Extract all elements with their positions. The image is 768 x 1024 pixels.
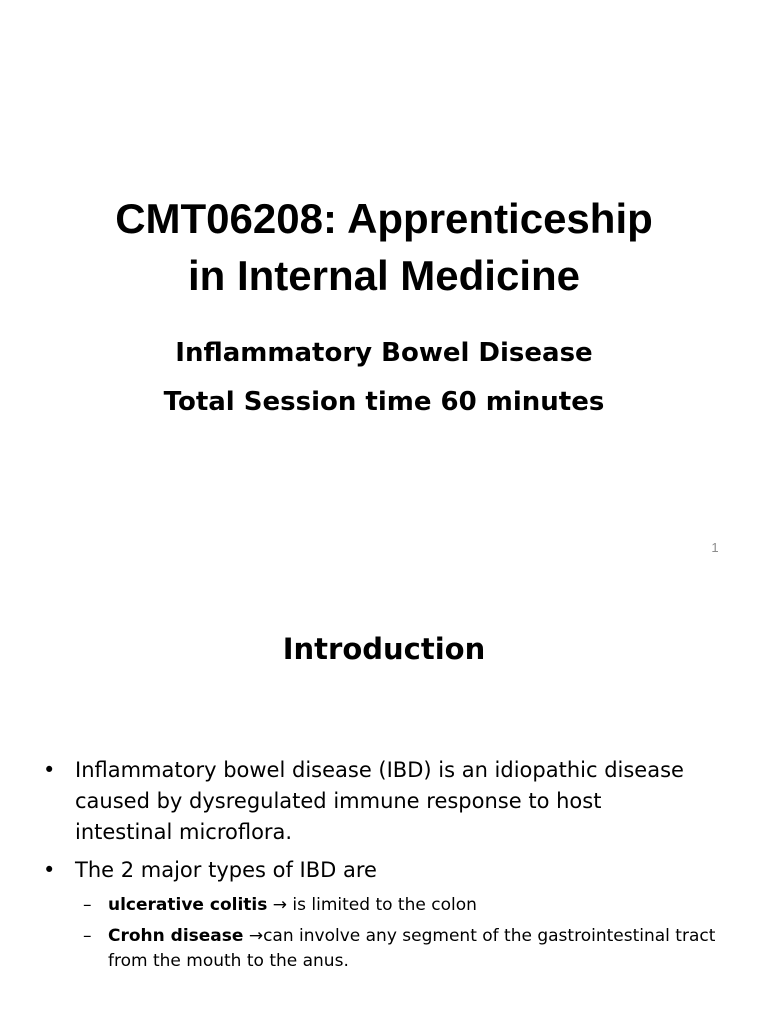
sub-bullet-text: → is limited to the colon: [267, 895, 477, 915]
sub-bullet-item: [0, 924, 728, 974]
bullet-mark: •: [43, 758, 56, 782]
bullet-item: [0, 755, 700, 848]
slide-subtitle-session-time: Total Session time 60 minutes: [163, 387, 605, 417]
introduction-title: Introduction: [282, 632, 486, 666]
slide-title-line-1: CMT06208: Apprenticeship: [115, 195, 653, 242]
sub-bullet-text: →can involve any segment of the gastrointestinal tract from the mouth to the anus.: [108, 926, 716, 971]
dash-mark: –: [83, 926, 92, 946]
bullet-text: The 2 major types of IBD are: [75, 858, 377, 882]
bullet-list: [0, 755, 768, 980]
slide-title: [0, 190, 768, 304]
dash-mark: –: [83, 895, 92, 915]
slide-subtitle-topic: Inflammatory Bowel Disease: [175, 338, 593, 368]
bullet-text: Inflammatory bowel disease (IBD) is an idiopathic disease caused by dysregulated immune response to host intestinal microflora.: [75, 758, 684, 844]
bullet-item: [0, 855, 700, 886]
introduction-slide: [0, 576, 768, 1024]
slide-title-line-2: in Internal Medicine: [187, 252, 581, 299]
bullet-mark: •: [43, 858, 56, 882]
sub-bullet-term: ulcerative colitis: [108, 895, 268, 915]
sub-bullet-term: Crohn disease: [108, 926, 244, 946]
sub-bullet-item: [0, 893, 728, 918]
slide-page-number: 1: [711, 540, 719, 555]
